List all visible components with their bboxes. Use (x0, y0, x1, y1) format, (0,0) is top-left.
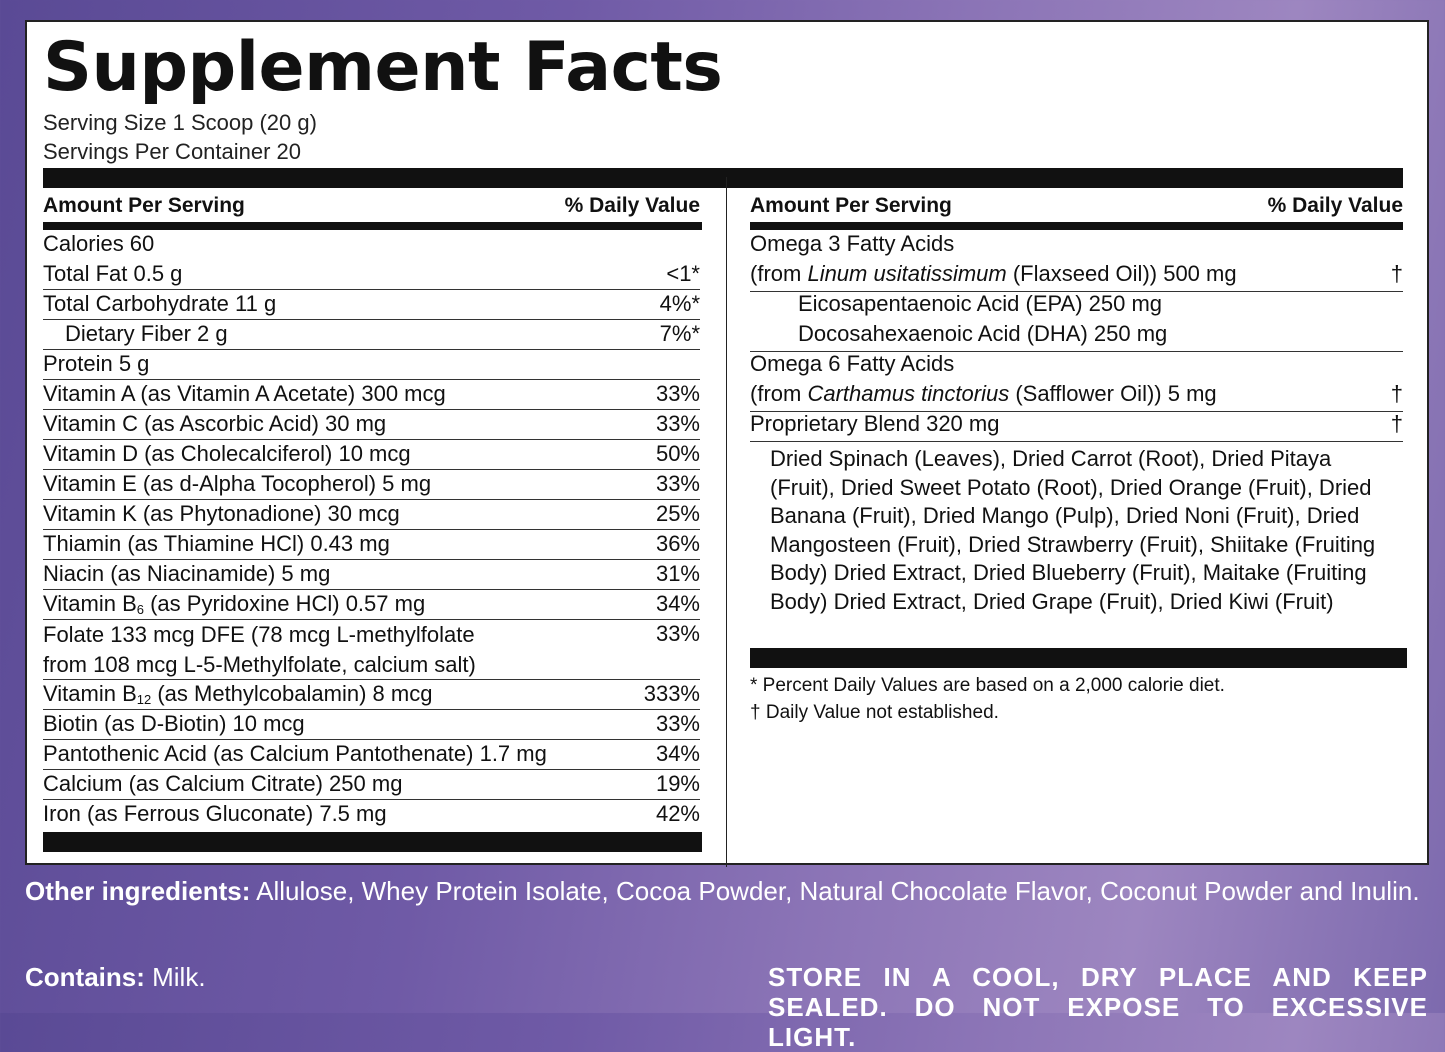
nutrient-name: Iron (as Ferrous Gluconate) 7.5 mg (43, 801, 387, 826)
nutrient-name: Vitamin D (as Cholecalciferol) 10 mcg (43, 441, 411, 466)
servings-per-container: Servings Per Container 20 (43, 139, 302, 164)
nutrient-name: Vitamin $B_6$ (as Pyridoxine HCl) 0.57 mg (43, 591, 426, 617)
nutrient-name: Vitamin E (as d-Alpha Tocopherol) 5 mg (43, 471, 432, 496)
omega3-latin: Linum usitatissimum (807, 261, 1007, 286)
omega3-title: Omega 3 Fatty Acids (750, 231, 955, 256)
nutrient-name: Folate 133 mcg DFE (78 mcg L-methylfolate from 108 mcg L-5-Methylfolate, calcium salt) (43, 622, 476, 677)
daily-value: 42% (655, 801, 700, 826)
nutrient-row (43, 470, 700, 500)
nutrient-row (43, 500, 700, 530)
daily-value: 25% (655, 501, 700, 526)
daily-value: 33% (655, 621, 700, 646)
daily-value: 50% (655, 441, 700, 466)
nutrient-row (43, 800, 700, 830)
daily-value: 4%* (659, 291, 700, 316)
nutrient-name: Total Fat 0.5 g (43, 261, 183, 286)
daily-value: 34% (655, 741, 700, 766)
daily-value: 31% (655, 561, 700, 586)
daily-value: 33% (655, 381, 700, 406)
epa-row: Eicosapentaenoic Acid (EPA) 250 mg (798, 291, 1163, 316)
left-header-dv: % Daily Value (564, 194, 700, 217)
omega3-source: (from Linum usitatissimum (Flaxseed Oil)) 500 mg † (750, 261, 1403, 286)
nutrient-row (43, 560, 700, 590)
left-header-amount: Amount Per Serving (43, 194, 245, 217)
other-ingredients-text: Allulose, Whey Protein Isolate, Cocoa Powder, Natural Chocolate Flavor, Coconut Powder and Inulin. (250, 876, 1420, 906)
supplement-facts-panel (25, 20, 1429, 865)
right-header-amount: Amount Per Serving (750, 194, 952, 217)
nutrient-row (43, 410, 700, 440)
thick-divider-left-bottom (43, 832, 702, 852)
contains-label: Contains: (25, 962, 145, 992)
rule (750, 441, 1403, 442)
daily-value: <1* (666, 261, 700, 286)
omega6-title: Omega 6 Fatty Acids (750, 351, 955, 376)
nutrient-name: Biotin (as D-Biotin) 10 mcg (43, 711, 305, 736)
storage-instructions: STORE IN A COOL, DRY PLACE AND KEEP SEALED. DO NOT EXPOSE TO EXCESSIVE LIGHT. (768, 962, 1428, 1052)
nutrient-name: Thiamin (as Thiamine HCl) 0.43 mg (43, 531, 390, 556)
thick-divider-top (43, 168, 1403, 188)
nutrient-name: Dietary Fiber 2 g (65, 321, 228, 346)
nutrient-row (43, 740, 700, 770)
omega6-source: (from Carthamus tinctorius (Safflower Oil)) 5 mg † (750, 381, 1403, 406)
contains-text: Milk. (144, 962, 206, 992)
nutrient-row (43, 590, 700, 620)
other-ingredients (25, 876, 1429, 906)
footnote-percent-dv: * Percent Daily Values are based on a 2,000 calorie diet. (750, 675, 1225, 696)
panel-title: Supplement Facts (43, 28, 723, 107)
nutrient-name: Calcium (as Calcium Citrate) 250 mg (43, 771, 403, 796)
nutrient-name: Vitamin C (as Ascorbic Acid) 30 mg (43, 411, 387, 436)
daily-value: 34% (655, 591, 700, 616)
omega6-dv: † (1390, 381, 1403, 406)
daily-value: 36% (655, 531, 700, 556)
nutrient-row (43, 260, 700, 290)
nutrient-name: Total Carbohydrate 11 g (43, 291, 277, 316)
nutrient-row (43, 770, 700, 800)
dha-row: Docosahexaenoic Acid (DHA) 250 mg (798, 321, 1168, 346)
right-header-dv: % Daily Value (1267, 194, 1403, 217)
nutrient-name: Protein 5 g (43, 351, 150, 376)
daily-value: 33% (655, 711, 700, 736)
nutrient-name: Pantothenic Acid (as Calcium Pantothenate) 1.7 mg (43, 741, 547, 766)
nutrient-row (43, 290, 700, 320)
left-header-rule (43, 222, 702, 230)
nutrient-name: Niacin (as Niacinamide) 5 mg (43, 561, 331, 586)
nutrient-row (43, 530, 700, 560)
blend-ingredients: Dried Spinach (Leaves), Dried Carrot (Root), Dried Pitaya (Fruit), Dried Sweet Potato (Root), Dried Orange (Fruit), Dried Banana (Fruit), Dried Mango (Pulp), Dried Noni (Fruit), Dried Mangosteen (Fruit), Dried Strawberry (Fruit), Shiitake (Fruiting Body) Dried Extract, Dried Blueberry (Fruit), Maitake (Fruiting Body) Dried Extract, Dried Grape (Fruit), Dried Kiwi (Fruit) (770, 446, 1376, 614)
nutrient-row (43, 350, 700, 380)
nutrient-row (43, 710, 700, 740)
proprietary-blend-row: Proprietary Blend 320 mg † (750, 411, 1403, 436)
daily-value: 33% (655, 411, 700, 436)
daily-value: 333% (643, 681, 700, 706)
omega6-latin: Carthamus tinctorius (807, 381, 1010, 406)
nutrient-name: Vitamin K (as Phytonadione) 30 mcg (43, 501, 400, 526)
nutrient-row (43, 230, 700, 260)
nutrient-row (43, 440, 700, 470)
nutrient-row (43, 380, 700, 410)
thick-divider-right-bottom (750, 648, 1407, 668)
serving-size: Serving Size 1 Scoop (20 g) (43, 110, 317, 135)
right-header-rule (750, 222, 1403, 230)
nutrient-name: Calories 60 (43, 231, 155, 256)
nutrient-row (43, 320, 700, 350)
column-divider (726, 177, 727, 867)
nutrient-name: Vitamin $B_{12}$ (as Methylcobalamin) 8 mcg (43, 681, 433, 707)
nutrient-name: Vitamin A (as Vitamin A Acetate) 300 mcg (43, 381, 446, 406)
omega3-dv: † (1390, 261, 1403, 286)
daily-value: 19% (655, 771, 700, 796)
footnote-dagger: † Daily Value not established. (750, 702, 999, 723)
nutrient-row (43, 620, 700, 680)
blend-dv: † (1390, 411, 1403, 436)
other-ingredients-label: Other ingredients: (25, 876, 251, 906)
daily-value: 33% (655, 471, 700, 496)
daily-value: 7%* (659, 321, 700, 346)
nutrient-row (43, 680, 700, 710)
allergen-statement (25, 962, 206, 992)
